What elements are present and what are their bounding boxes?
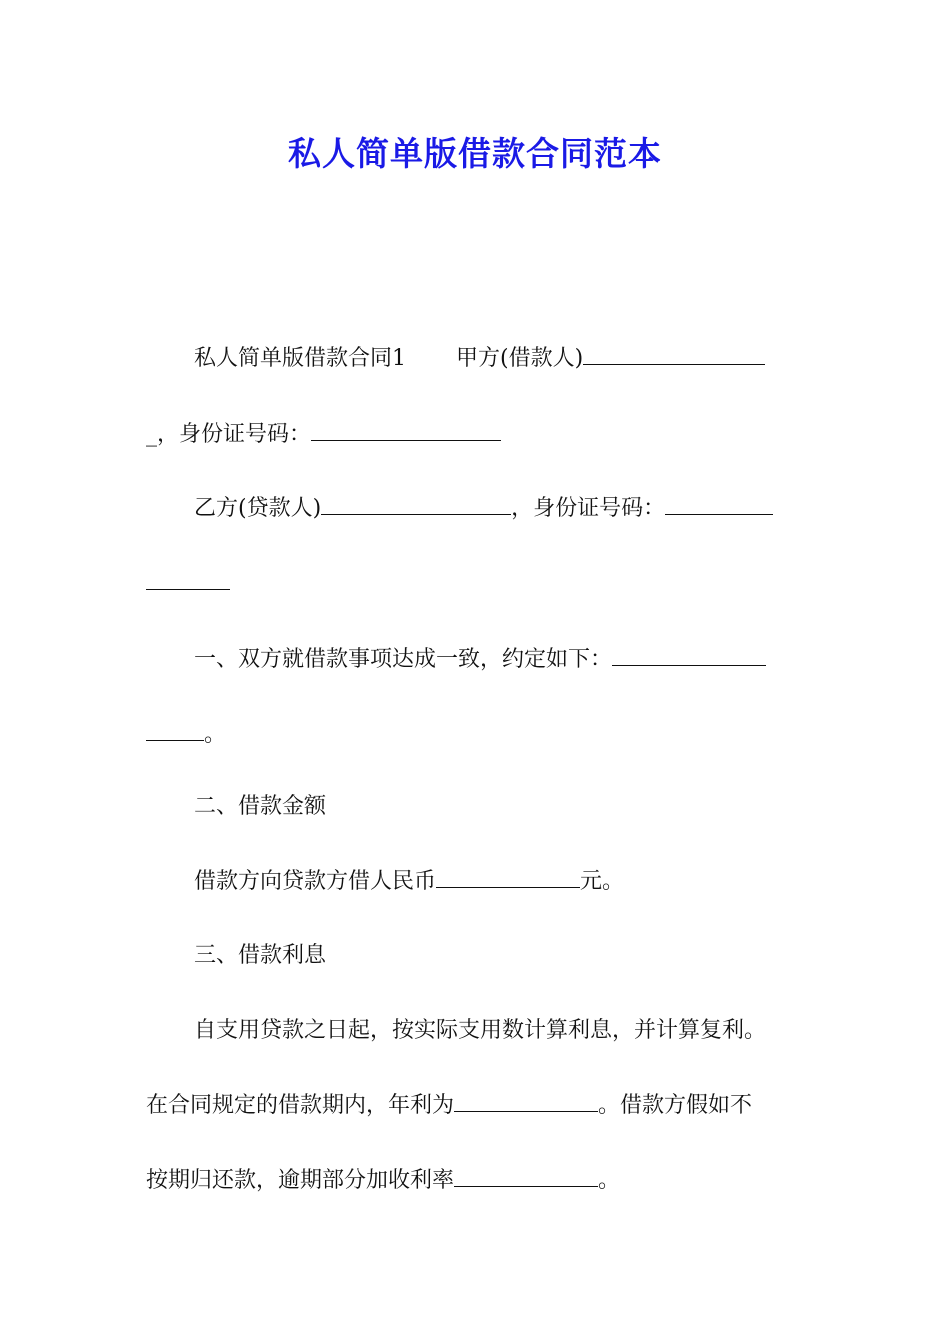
section-3-heading [194, 940, 326, 972]
agreement-blank[interactable] [612, 645, 766, 666]
overdue-rate-blank[interactable] [454, 1166, 598, 1187]
interest-text-1: 自支用贷款之日起，按实际支用数计算利息，并计算复利。 [194, 1018, 767, 1043]
section-2-heading-text: 二、借款金额 [194, 794, 327, 819]
interest-text-2: 在合同规定的借款期内，年利为 [146, 1093, 455, 1118]
party-a-name-blank[interactable] [583, 344, 765, 365]
interest-text-3-end: 。 [598, 1168, 621, 1193]
party-b-id-continuation [146, 568, 230, 600]
loan-amount-line [194, 866, 624, 898]
section-2-heading [194, 791, 326, 823]
party-a-id-label: _，身份证号码： [146, 422, 312, 447]
agreement-text: 一、双方就借款事项达成一致，约定如下： [194, 647, 613, 672]
agreement-blank-continued[interactable] [146, 720, 204, 741]
loan-amount-unit: 元。 [580, 869, 625, 894]
agreement-line [194, 644, 766, 676]
agreement-continuation [146, 719, 226, 751]
party-b-id-blank[interactable] [665, 494, 773, 515]
loan-amount-blank[interactable] [436, 867, 580, 888]
annual-rate-blank[interactable] [454, 1091, 598, 1112]
document-title: 私人简单版借款合同范本 [288, 134, 662, 173]
interest-line-3 [146, 1165, 620, 1197]
loan-amount-text: 借款方向贷款方借人民币 [194, 869, 437, 894]
agreement-end-punct: 。 [204, 722, 227, 747]
party-a-line [194, 343, 765, 375]
interest-line-1 [194, 1015, 766, 1047]
contract-heading-text: 私人简单版借款合同1 [194, 346, 406, 371]
party-b-label: 乙方(贷款人) [194, 496, 322, 521]
section-3-heading-text: 三、借款利息 [194, 943, 327, 968]
party-b-id-label: ，身份证号码： [511, 496, 666, 521]
party-b-name-blank[interactable] [321, 494, 511, 515]
interest-line-2 [146, 1090, 752, 1122]
party-a-id-line [146, 419, 501, 451]
party-b-id-blank-continued[interactable] [146, 569, 230, 590]
party-a-label: 甲方(借款人) [456, 346, 584, 371]
party-a-id-blank[interactable] [311, 420, 501, 441]
party-b-line [194, 493, 773, 525]
interest-text-3: 按期归还款，逾期部分加收利率 [146, 1168, 455, 1193]
interest-text-2-end: 。借款方假如不 [598, 1093, 753, 1118]
